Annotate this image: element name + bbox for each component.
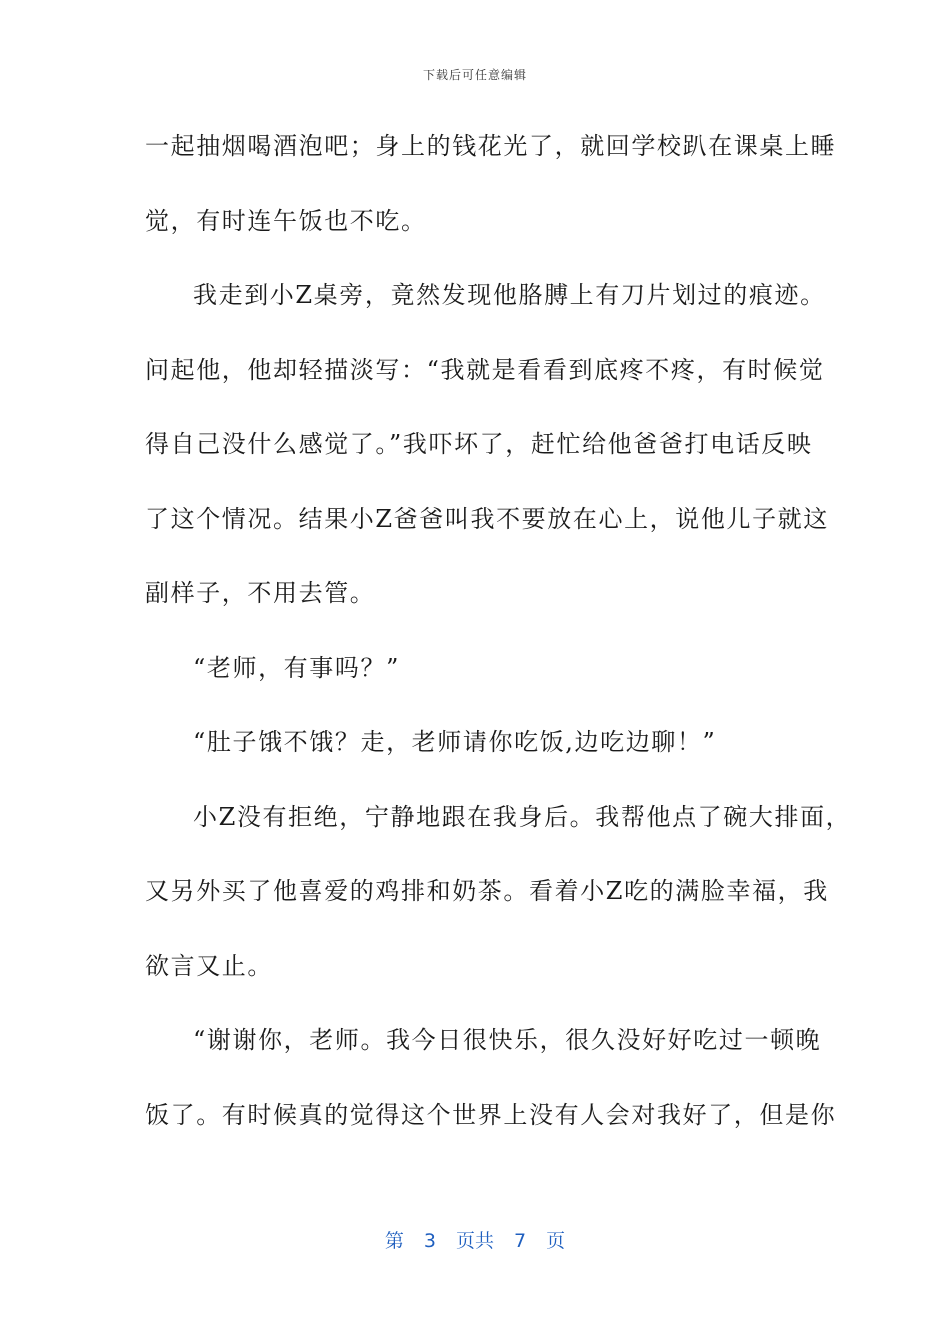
text-line: 一起抽烟喝酒泡吧；身上的钱花光了，就回学校趴在课桌上睡 xyxy=(145,132,837,160)
text-line: 觉，有时连午饭也不吃。 xyxy=(145,206,427,235)
footer-suffix: 页 xyxy=(546,1230,566,1252)
paragraph xyxy=(145,1016,837,1165)
text-line: 欲言又止。 xyxy=(145,951,273,980)
paragraph xyxy=(145,271,829,644)
text-line: 小Z没有拒绝，宁静地跟在我身后。我帮他点了碗大排面， xyxy=(193,802,852,831)
text-line: 副样子，不用去管。 xyxy=(145,579,376,607)
text-line: “肚子饿不饿？走，老师请你吃饭,边吃边聊！” xyxy=(193,728,717,756)
text-line: 饭了。有时候真的觉得这个世界上没有人会对我好了，但是你 xyxy=(145,1100,837,1129)
footer-middle: 页共 xyxy=(455,1230,494,1252)
text-line: 又另外买了他喜爱的鸡排和奶茶。看着小Z吃的满脸幸福，我 xyxy=(145,877,829,905)
page-number: 3 xyxy=(423,1230,436,1252)
text-line: 我走到小Z桌旁，竟然发现他胳膊上有刀片划过的痕迹。 xyxy=(193,281,826,309)
page-header: 下载后可任意编辑 xyxy=(422,68,527,82)
text-line: 问起他，他却轻描淡写：“我就是看看到底疼不疼，有时候觉 xyxy=(145,355,825,384)
text-line: 了这个情况。结果小Z爸爸叫我不要放在心上，说他儿子就这 xyxy=(145,504,829,533)
paragraph xyxy=(145,644,807,719)
text-line: “谢谢你，老师。我今日很快乐，很久没好好吃过一顿晚 xyxy=(193,1026,822,1054)
page-footer xyxy=(0,1226,950,1253)
paragraph xyxy=(145,122,837,271)
document-body xyxy=(145,122,852,1165)
paragraph xyxy=(145,793,852,1017)
paragraph xyxy=(145,718,807,793)
total-pages: 7 xyxy=(514,1230,527,1252)
text-line: 得自己没什么感觉了。”我吓坏了，赶忙给他爸爸打电话反映 xyxy=(145,430,813,458)
footer-prefix: 第 xyxy=(384,1230,404,1252)
text-line: “老师，有事吗？” xyxy=(193,653,400,682)
